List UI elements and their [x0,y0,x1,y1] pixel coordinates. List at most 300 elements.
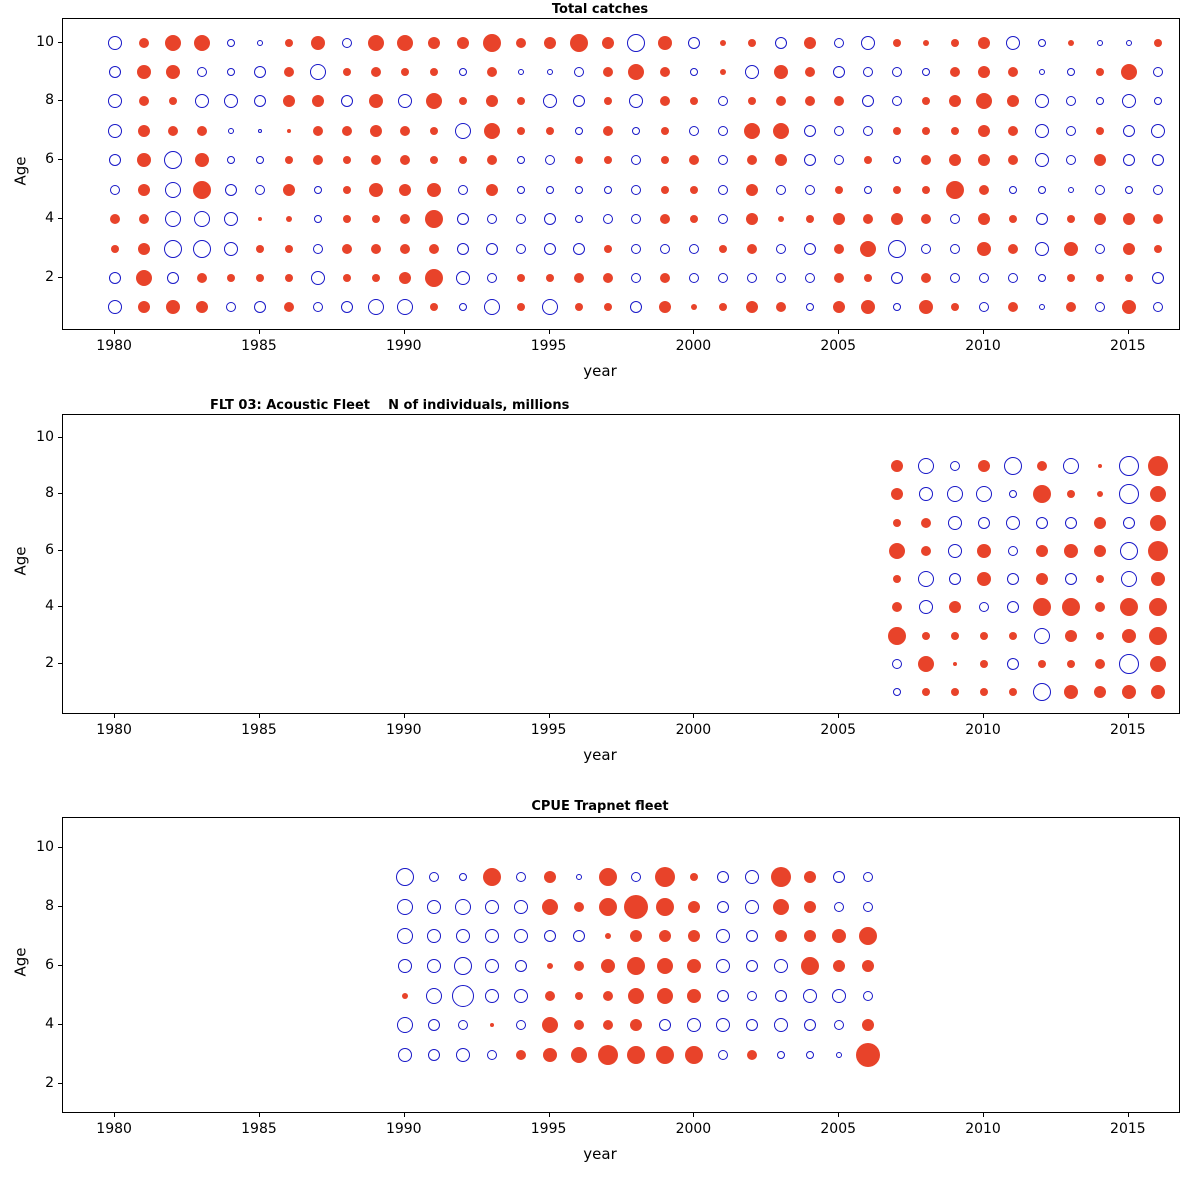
residual-bubble [630,301,642,313]
residual-bubble [746,213,758,225]
residual-bubble [745,900,759,914]
residual-bubble [311,36,325,50]
y-tick-label: 4 [45,598,54,615]
residual-bubble [1120,542,1138,560]
x-tick-label: 1995 [530,1121,567,1137]
residual-bubble [515,960,527,972]
residual-bubble [370,125,382,137]
residual-bubble [773,123,789,139]
residual-bubble [546,186,554,194]
residual-bubble [457,37,469,49]
residual-bubble [371,244,381,254]
residual-bubble [314,215,322,223]
residual-bubble [368,299,384,315]
residual-bubble [806,1051,814,1059]
residual-bubble [544,930,556,942]
residual-bubble [604,97,612,105]
residual-bubble [747,273,757,283]
residual-bubble [631,214,641,224]
residual-bubble [1095,302,1105,312]
residual-bubble [774,1018,788,1032]
residual-bubble [1123,243,1135,255]
residual-bubble [427,900,441,914]
residual-bubble [806,215,814,223]
residual-bubble [286,216,292,222]
residual-bubble [313,302,323,312]
residual-bubble [660,67,670,77]
x-tickmark [259,714,260,718]
residual-bubble [888,627,906,645]
residual-bubble [193,240,211,258]
residual-bubble [486,243,498,255]
residual-bubble [1033,485,1051,503]
residual-bubble [484,123,500,139]
residual-bubble [108,94,122,108]
residual-bubble [1149,627,1167,645]
residual-bubble [1152,154,1164,166]
x-tick-label: 2010 [965,1121,1001,1137]
residual-bubble [976,486,992,502]
x-tickmark [838,714,839,718]
residual-bubble [1068,40,1074,46]
residual-bubble [546,274,554,282]
residual-bubble [459,873,467,881]
residual-bubble [517,127,525,135]
residual-bubble [573,243,585,255]
residual-bubble [1035,153,1049,167]
x-tickmark [114,1113,115,1117]
residual-bubble [892,602,902,612]
residual-bubble [459,97,467,105]
residual-bubble [545,155,555,165]
residual-bubble [947,486,963,502]
residual-bubble [1008,244,1018,254]
residual-bubble [892,659,902,669]
residual-bubble [774,959,788,973]
residual-bubble [287,129,291,133]
residual-bubble [863,126,873,136]
residual-bubble [368,35,384,51]
residual-bubble [371,67,381,77]
residual-bubble [834,96,844,106]
y-tickmark [58,493,62,494]
residual-bubble [459,156,467,164]
x-tick-label: 1985 [241,1121,277,1137]
residual-bubble [372,215,380,223]
residual-bubble [946,181,964,199]
residual-bubble [1151,572,1165,586]
residual-bubble [1036,545,1048,557]
residual-bubble [426,988,442,1004]
residual-bubble [459,303,467,311]
residual-bubble [165,211,181,227]
residual-bubble [949,601,961,613]
residual-bubble [805,185,815,195]
residual-bubble [1039,69,1045,75]
residual-bubble [893,127,901,135]
residual-bubble [861,300,875,314]
residual-bubble [746,184,758,196]
residual-bubble [483,34,501,52]
residual-bubble [1151,685,1165,699]
residual-bubble [485,929,499,943]
residual-bubble [1119,654,1139,674]
y-tickmark [58,159,62,160]
residual-bubble [197,67,207,77]
residual-bubble [1009,215,1017,223]
residual-bubble [1066,302,1076,312]
residual-bubble [136,270,152,286]
residual-bubble [631,273,641,283]
residual-bubble [397,899,413,915]
residual-bubble [1036,517,1048,529]
residual-bubble [746,1019,758,1031]
residual-bubble [1035,242,1049,256]
residual-bubble [402,993,408,999]
residual-bubble [164,151,182,169]
residual-bubble [891,213,903,225]
residual-bubble [690,186,698,194]
residual-bubble [603,67,613,77]
residual-bubble [164,240,182,258]
residual-bubble [745,65,759,79]
residual-bubble [225,184,237,196]
x-tick-label: 2015 [1110,338,1146,354]
residual-bubble [427,183,441,197]
residual-bubble [139,38,149,48]
residual-bubble [547,963,553,969]
residual-bubble [1066,126,1076,136]
residual-bubble [341,95,353,107]
residual-bubble [1062,598,1080,616]
residual-bubble [922,688,930,696]
residual-bubble [659,1019,671,1031]
x-tickmark [983,1113,984,1117]
residual-bubble [285,245,293,253]
residual-bubble [1008,67,1018,77]
x-tick-label: 2015 [1110,1121,1146,1137]
residual-bubble [1009,186,1017,194]
residual-bubble [921,518,931,528]
residual-bubble [604,156,612,164]
residual-bubble [169,97,177,105]
residual-bubble [660,214,670,224]
residual-bubble [1151,124,1165,138]
residual-bubble [631,185,641,195]
residual-bubble [718,214,728,224]
residual-bubble [833,213,845,225]
residual-bubble [485,900,499,914]
residual-bubble [255,185,265,195]
residual-bubble [771,867,791,887]
residual-bubble [283,95,295,107]
residual-bubble [717,901,729,913]
residual-bubble [893,156,901,164]
x-tick-label: 2010 [965,338,1001,354]
residual-bubble [603,991,613,1001]
residual-bubble [776,244,786,254]
residual-bubble [1094,517,1106,529]
residual-bubble [1067,660,1075,668]
residual-bubble [1039,304,1045,310]
residual-bubble [980,632,988,640]
residual-bubble [430,303,438,311]
residual-bubble [978,517,990,529]
residual-bubble [834,1020,844,1030]
residual-bubble [1096,575,1104,583]
residual-bubble [1063,458,1079,474]
residual-bubble [425,210,443,228]
residual-bubble [254,301,266,313]
x-tickmark [114,714,115,718]
residual-bubble [777,1051,785,1059]
residual-bubble [627,957,645,975]
residual-bubble [804,243,816,255]
residual-bubble [1006,36,1020,50]
residual-bubble [776,302,786,312]
residual-bubble [953,662,957,666]
x-tick-label: 1980 [96,1121,132,1137]
y-tickmark [58,965,62,966]
residual-bubble [516,872,526,882]
residual-bubble [689,126,699,136]
residual-bubble [1036,213,1048,225]
residual-bubble [1035,124,1049,138]
residual-bubble [342,244,352,254]
residual-bubble [977,544,991,558]
residual-bubble [430,68,438,76]
residual-bubble [1067,68,1075,76]
residual-bubble [1122,629,1136,643]
residual-bubble [1036,573,1048,585]
residual-bubble [224,242,238,256]
residual-bubble [341,301,353,313]
residual-bubble [628,64,644,80]
residual-bubble [1095,602,1105,612]
x-tickmark [1128,330,1129,334]
residual-bubble [228,128,234,134]
residual-bubble [195,94,209,108]
residual-bubble [1154,97,1162,105]
residual-bubble [109,154,121,166]
plot-area-2 [62,414,1180,714]
chart-panel-3 [0,795,1200,1185]
residual-bubble [195,153,209,167]
residual-bubble [716,929,730,943]
residual-bubble [1007,601,1019,613]
residual-bubble [950,461,960,471]
residual-bubble [978,37,990,49]
y-tickmark [58,42,62,43]
x-tickmark [259,330,260,334]
residual-bubble [888,240,906,258]
residual-bubble [485,989,499,1003]
y-tickmark [58,847,62,848]
residual-bubble [775,37,787,49]
residual-bubble [109,66,121,78]
y-tickmark [58,1083,62,1084]
residual-bubble [1067,274,1075,282]
residual-bubble [1065,517,1077,529]
residual-bubble [804,125,816,137]
residual-bubble [544,243,556,255]
x-tick-label: 2015 [1110,722,1146,738]
y-tick-label: 10 [36,838,54,855]
residual-bubble [1123,154,1135,166]
residual-bubble [720,40,726,46]
residual-bubble [923,40,929,46]
residual-bubble [745,870,759,884]
residual-bubble [688,901,700,913]
residual-bubble [657,988,673,1004]
residual-bubble [311,271,325,285]
residual-bubble [1095,659,1105,669]
residual-bubble [832,989,846,1003]
residual-bubble [227,39,235,47]
residual-bubble [656,898,674,916]
residual-bubble [544,37,556,49]
residual-bubble [774,65,788,79]
residual-bubble [918,458,934,474]
residual-bubble [716,1018,730,1032]
residual-bubble [950,214,960,224]
residual-bubble [948,516,962,530]
residual-bubble [979,602,989,612]
residual-bubble [1098,464,1102,468]
x-tickmark [1128,714,1129,718]
residual-bubble [1094,686,1106,698]
residual-bubble [922,68,930,76]
residual-bubble [805,96,815,106]
residual-bubble [1096,127,1104,135]
residual-bubble [1008,546,1018,556]
residual-bubble [690,873,698,881]
y-tickmark [58,218,62,219]
residual-bubble [484,299,500,315]
residual-bubble [371,155,381,165]
residual-bubble [401,68,409,76]
residual-bubble [863,214,873,224]
residual-bubble [1123,213,1135,225]
residual-bubble [575,156,583,164]
residual-bubble [1119,484,1139,504]
residual-bubble [1120,598,1138,616]
residual-bubble [1125,274,1133,282]
residual-bubble [655,867,675,887]
residual-bubble [1097,491,1103,497]
y-axis-label: Age [11,947,30,977]
residual-bubble [517,97,525,105]
residual-bubble [978,154,990,166]
residual-bubble [860,241,876,257]
residual-bubble [719,245,727,253]
residual-bubble [1148,456,1168,476]
residual-bubble [310,64,326,80]
x-tick-label: 2010 [965,722,1001,738]
residual-bubble [834,244,844,254]
residual-bubble [660,96,670,106]
residual-bubble [892,96,902,106]
residual-bubble [224,212,238,226]
residual-bubble [396,868,414,886]
residual-bubble [430,127,438,135]
residual-bubble [921,244,931,254]
residual-bubble [747,155,757,165]
residual-bubble [950,244,960,254]
residual-bubble [833,301,845,313]
residual-bubble [604,303,612,311]
residual-bubble [891,272,903,284]
residual-bubble [544,213,556,225]
x-tick-label: 1980 [96,722,132,738]
residual-bubble [514,900,528,914]
residual-bubble [193,181,211,199]
residual-bubble [801,957,819,975]
residual-bubble [542,899,558,915]
residual-bubble [165,182,181,198]
residual-bubble [1096,68,1104,76]
residual-bubble [574,67,584,77]
residual-bubble [951,39,959,47]
residual-bubble [690,215,698,223]
residual-bubble [166,65,180,79]
residual-bubble [604,245,612,253]
residual-bubble [746,930,758,942]
chart-title-3: CPUE Trapnet fleet [531,799,669,814]
x-tickmark [259,1113,260,1117]
residual-bubble [486,95,498,107]
x-tickmark [404,1113,405,1117]
residual-bubble [720,69,726,75]
residual-bubble [748,39,756,47]
residual-bubble [573,95,585,107]
residual-bubble [397,928,413,944]
residual-bubble [660,244,670,254]
residual-bubble [258,217,262,221]
residual-bubble [487,214,497,224]
residual-bubble [718,1050,728,1060]
x-tick-label: 1995 [530,338,567,354]
residual-bubble [256,156,264,164]
residual-bubble [574,902,584,912]
residual-bubble [922,97,930,105]
residual-bubble [921,273,931,283]
residual-bubble [575,992,583,1000]
residual-bubble [1067,490,1075,498]
residual-bubble [285,39,293,47]
residual-bubble [778,216,784,222]
residual-bubble [111,245,119,253]
residual-bubble [167,272,179,284]
residual-bubble [428,37,440,49]
chart-title-1: Total catches [551,2,649,17]
residual-bubble [747,991,757,1001]
residual-bubble [313,155,323,165]
residual-bubble [428,1049,440,1061]
residual-bubble [575,186,583,194]
residual-bubble [1038,274,1046,282]
residual-bubble [688,37,700,49]
residual-bubble [773,899,789,915]
residual-bubble [343,186,351,194]
x-tickmark [693,714,694,718]
residual-bubble [542,299,558,315]
x-tick-label: 1980 [96,338,132,354]
residual-bubble [744,123,760,139]
residual-bubble [1121,64,1137,80]
residual-bubble [514,929,528,943]
residual-bubble [1096,274,1104,282]
